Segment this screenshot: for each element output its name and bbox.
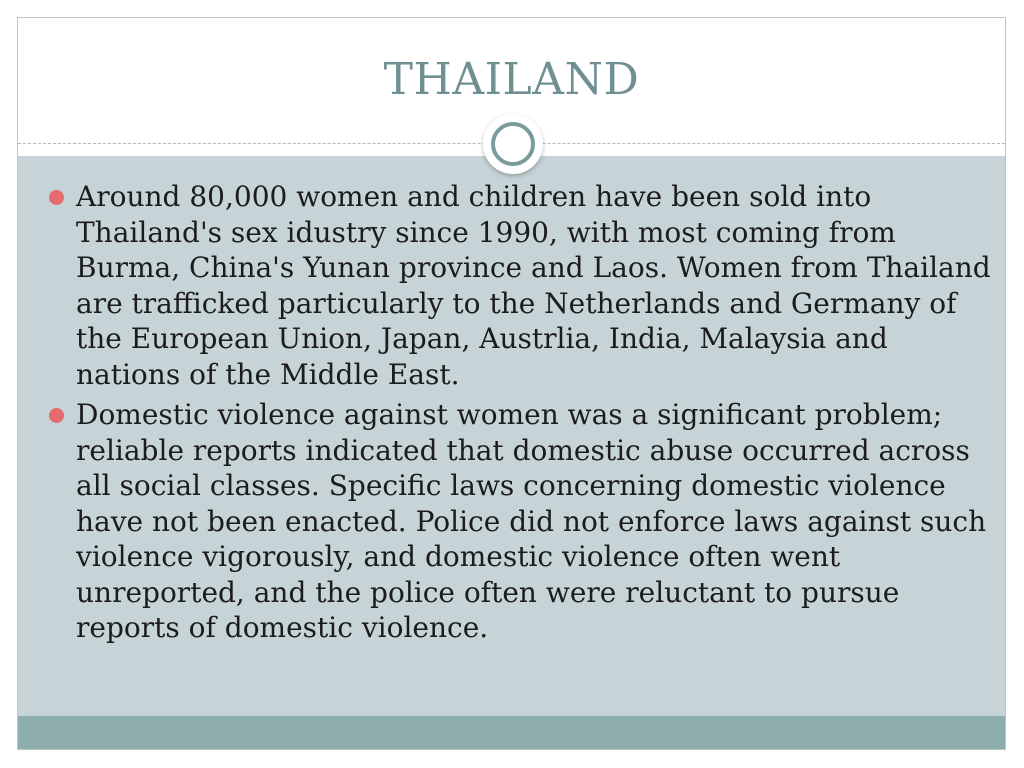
bullet-list bbox=[48, 179, 993, 651]
bullet-item bbox=[48, 179, 993, 392]
slide-title: THAILAND bbox=[383, 54, 640, 105]
bullet-dot-icon bbox=[49, 408, 64, 423]
bullet-text: Around 80,000 women and children have been sold into Thailand's sex idustry since 1990, with most coming from Burma, China's Yunan province and Laos. Women from Thailand are trafficked particularly to the Netherlands and Germany of the European Union, Japan, Austrlia, India, Malaysia and nations of the Middle East. bbox=[76, 180, 991, 391]
slide bbox=[17, 17, 1006, 750]
bullet-item bbox=[48, 397, 993, 646]
bullet-text: Domestic violence against women was a significant problem; reliable reports indicated that domestic abuse occurred across all social classes. Specific laws concerning domestic violence have not been enacted. Police did not enforce laws against such violence vigorously, and domestic violence often went unreported, and the police often were reluctant to pursue reports of domestic violence. bbox=[76, 398, 987, 644]
circle-ornament-icon bbox=[483, 114, 543, 174]
bullet-dot-icon bbox=[49, 190, 64, 205]
footer-band bbox=[18, 716, 1005, 750]
